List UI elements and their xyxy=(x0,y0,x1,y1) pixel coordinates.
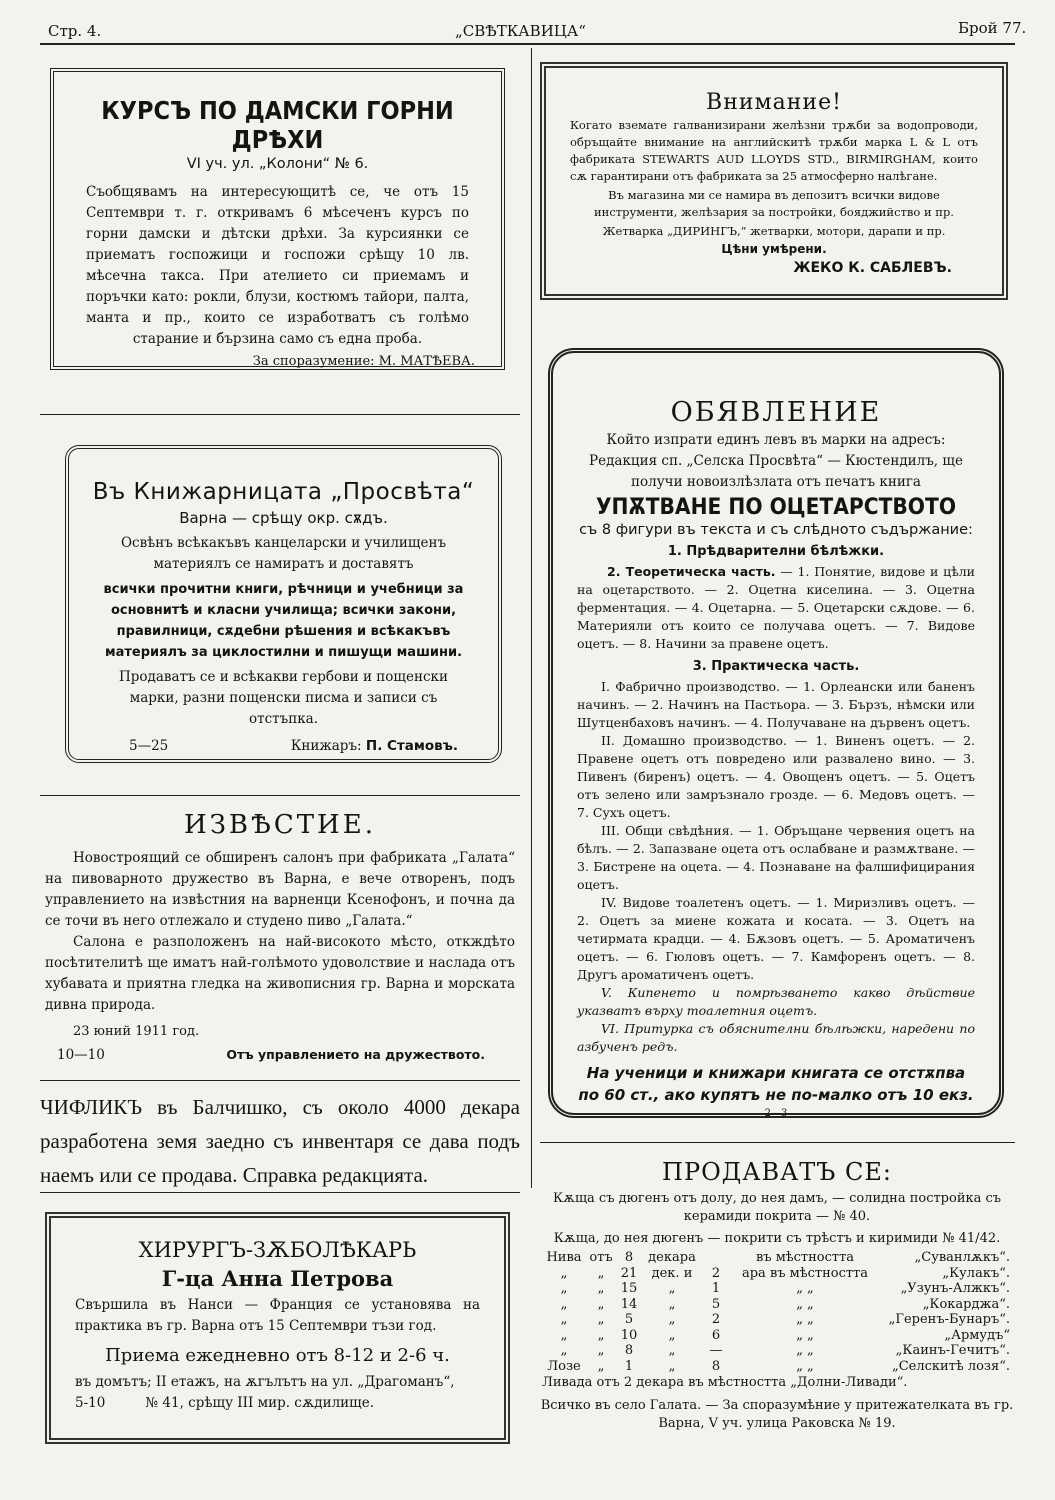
ad-course-body: Съобщявамъ на интересующитѣ се, че отъ 15 Септември т. г. откривамъ 6 мѣсеченъ курсъ по горни дамски и дѣтски дрѣхи. За курсиянки се приематъ госпожици и госпожи срѣщу 10 лв. мѣсечна такса. При ателието си приемамъ и поръчки като: рокли, блузи, костюмъ тайори, палта, манта и пр., които се изработватъ съ голѣмо старание и бързина само съ една проба. xyxy=(86,184,469,347)
attention-p1: Когато вземате галванизирани желѣзни трѫби за водопроводи, обръщайте внимание на английскитѣ трѫби марка L & L отъ фабриката STEWARTS AUD LLOYDS STD., BIRMIRGHAM, които сѫ гарантирани отъ фабриката за 25 атмосферно налѣгане. xyxy=(570,118,978,183)
table-cell-n2: 6 xyxy=(711,1327,721,1343)
table-cell-n1: 21 xyxy=(620,1265,638,1281)
table-cell-n2: 2 xyxy=(711,1265,721,1281)
table-cell-v: „ „ xyxy=(796,1327,814,1343)
for-sale-l3: Ливада отъ 2 декара въ мѣстността „Долни-Ливади“. xyxy=(542,1375,908,1390)
table-cell-n1: 8 xyxy=(624,1343,634,1358)
announcement-ref: 2—3 xyxy=(764,1108,788,1119)
table-cell-n2: 1 xyxy=(711,1281,721,1296)
dentist-p1: Свършила въ Нанси — Франция се установява на практика въ гр. Варна отъ 15 Септември тъзи год. xyxy=(75,1297,480,1334)
issue-number: Брой 77. xyxy=(958,19,1027,37)
announcement-s3a: I. Фабрично производство. — 1. Орлеански или баненъ начинъ. — 2. Начинъ на Пастьора. — 3. Бързъ, нѣмски или Шутценбаховъ начинъ. — 4. Получаване на дървенъ оцетъ. xyxy=(577,679,975,730)
attention-title: Внимание! xyxy=(706,90,842,115)
table-row xyxy=(538,1312,1016,1328)
notice xyxy=(45,810,515,1063)
table-cell-u: декара xyxy=(648,1250,696,1265)
announcement-offer: На ученици и книжари книгата се отстѫпва по 60 ст., ако купятъ не по-малко отъ 10 екз. xyxy=(578,1064,974,1104)
for-sale-l4: Всичко въ село Галата. — За споразумѣние у притежателката въ гр. Варна, V уч. улица Раковска № 19. xyxy=(540,1398,1014,1431)
separator-5 xyxy=(540,1142,1015,1143)
table-cell-u: „ xyxy=(668,1312,676,1327)
announcement-s2: — 1. Понятие, видове и цѣли на оцетарството. — 2. Оцетна киселина. — 3. Оцетна ферментация. — 4. Оцетарна. — 5. Оцетарски сѫдове. — 6. Материяли отъ които се получава оцетъ. — 7. Видове оцетъ. — 8. Начини за правене оцетъ. xyxy=(577,564,975,651)
notice-date: 23 юний 1911 год. xyxy=(73,1024,200,1039)
table-cell-a: „ xyxy=(560,1296,568,1312)
announcement-s2-heading: 2. Теоретическа часть. xyxy=(607,564,776,579)
for-sale-title: ПРОДАВАТЪ СЕ: xyxy=(662,1158,892,1186)
table-cell-n1: 5 xyxy=(624,1312,634,1327)
table-row xyxy=(538,1281,1016,1297)
table-cell-n1: 14 xyxy=(620,1296,638,1312)
table-cell-b: „ xyxy=(597,1312,605,1327)
announcement-book: УПѪТВАНЕ ПО ОЦЕТАРСТВОТО xyxy=(595,495,957,520)
announcement-title: ОБЯВЛЕНИЕ xyxy=(670,397,882,428)
dentist-hours: Приема ежедневно отъ 8-12 и 2-6 ч. xyxy=(105,1345,450,1366)
notice-signature: Отъ управлението на дружеството. xyxy=(226,1047,485,1062)
ad-course-contact-label: За споразумение: xyxy=(252,354,375,369)
attention-p3: Жетварка „ДИРИНГЪ,“ жетварки, мотори, дарапи и пр. xyxy=(602,224,946,238)
attention-signature: ЖЕКО К. САБЛЕВЪ. xyxy=(793,260,952,276)
ad-bookshop-address: Варна — срѣщу окр. сѫдъ. xyxy=(179,509,388,527)
table-cell-place: „Геренъ-Бунаръ“. xyxy=(888,1312,1010,1327)
table-cell-v: „ „ xyxy=(796,1312,814,1327)
table-cell-u: „ xyxy=(668,1327,676,1343)
attention-p2: Въ магазина ми се намира въ депозитъ всички видове инструменти, желѣзария за постройки, бояджийство и пр. xyxy=(594,188,954,219)
table-cell-n2: — xyxy=(709,1343,723,1358)
table-row xyxy=(538,1250,1016,1266)
dentist-ref: 5-10 xyxy=(75,1395,106,1411)
table-cell-v: въ мѣстността xyxy=(755,1250,855,1265)
for-sale xyxy=(538,1158,1016,1433)
table-row xyxy=(538,1328,1016,1344)
table-cell-b: „ xyxy=(597,1265,605,1281)
table-cell-b: „ xyxy=(597,1296,605,1312)
header-rule xyxy=(40,43,1015,45)
table-cell-a: „ xyxy=(560,1327,568,1343)
announcement-s3d: IV. Видове тоалетенъ оцетъ. — 1. Миризливъ оцетъ. — 2. Оцетъ за миене кожата и косата. — 3. Оцетъ на четирмата крадци. — 4. Бѫзовъ оцетъ. — 5. Ароматиченъ оцетъ. — 6. Гюловъ оцетъ. — 7. Камфоренъ оцетъ. — 8. Другъ ароматиченъ оцетъ. xyxy=(577,895,975,982)
table-cell-place: „Селскитѣ лозя“. xyxy=(891,1358,1010,1374)
table-row xyxy=(538,1359,1016,1375)
attention-prices: Цѣни умѣрени. xyxy=(721,242,827,256)
dentist-title: ХИРУРГЪ-ЗѪБОЛѢКАРЬ xyxy=(138,1238,417,1262)
ad-course-contact-name: М. МАТѢЕВА. xyxy=(378,354,475,369)
announcement-s3c: III. Общи свѣдѣния. — 1. Обръщане червения оцетъ на бѣлъ. — 2. Запазване оцета отъ ослабване и размѫтване. — 3. Бистрене на оцета. — 4. Познаване на фалшифицирания оцетъ. xyxy=(577,823,975,892)
announcement-s3e: V. Кипенето и помрѣзването какво дѣйствие указватъ върху тоалетния оцетъ. xyxy=(577,985,975,1018)
newspaper-title: „СВѢТКАВИЦА“ xyxy=(455,22,586,40)
notice-ref: 10—10 xyxy=(57,1047,105,1063)
table-cell-a: „ xyxy=(560,1343,568,1358)
dentist-address: въ домътъ; II етажъ, на ѫгълътъ на ул. „Драгоманъ“, xyxy=(75,1374,455,1390)
ad-bookshop-seller-label: Книжаръ: xyxy=(290,738,362,754)
table-cell-v: „ „ xyxy=(796,1343,814,1358)
separator-2 xyxy=(40,795,520,796)
separator-3 xyxy=(40,1080,520,1081)
table-cell-b: „ xyxy=(597,1327,605,1343)
ad-bookshop-list: всички прочитни книги, рѣчници и учебници за основнитѣ и класни училища; всички закони, правилници, сѫдебни рѣшения и всѣкакъвъ материялъ за циклостилни и пишущи машини. xyxy=(103,582,464,660)
ad-bookshop-intro: Освѣнъ всѣкакъвъ канцеларски и училищенъ материялъ се намиратъ и доставятъ xyxy=(120,535,447,572)
table-cell-b: „ xyxy=(597,1281,605,1296)
table-cell-place: „Кокарджа“. xyxy=(922,1296,1010,1312)
table-row xyxy=(538,1343,1016,1359)
for-sale-l1: Кѫща съ дюгенъ отъ долу, до нея дамъ, — солидна постройка съ керамиди покрита — № 40. xyxy=(552,1191,1002,1224)
notice-p1: Новостроящий се обширенъ салонъ при фабриката „Галата“ на пивоварното дружество въ Варна, е вече отворенъ, подъ управлението на извѣстния на варненци Ксенофонъ, и почна да се точи въ него отлежало и студено пиво „Галата.“ xyxy=(45,850,515,929)
announcement-s3f: VI. Притурка съ обяснителни бѣлѣжки, наредени по азбученъ редъ. xyxy=(577,1021,975,1054)
separator-1 xyxy=(40,414,520,415)
table-cell-b: „ xyxy=(597,1343,605,1358)
for-sale-table xyxy=(538,1250,1016,1374)
table-cell-a: „ xyxy=(560,1281,568,1296)
table-cell-b: отъ xyxy=(589,1250,613,1265)
table-cell-v: „ „ xyxy=(796,1296,814,1312)
ad-bookshop-outro: Продаватъ се и всѣкакви гербови и пощенски марки, разни пощенски писма и записи съ отстъпка. xyxy=(119,669,448,727)
column-divider xyxy=(531,48,532,1188)
ad-bookshop xyxy=(65,445,502,763)
ad-bookshop-seller: П. Стамовъ. xyxy=(365,738,458,754)
ad-bookshop-ref: 5—25 xyxy=(129,738,169,754)
table-cell-place: „Армудъ“ xyxy=(944,1327,1010,1343)
table-cell-v: „ „ xyxy=(796,1358,814,1374)
farm-ad: ЧИФЛИКЪ въ Балчишко, съ около 4000 декара разработена земя заедно съ инвентаря се дава подъ наемъ или се продава. Справка редакцията. xyxy=(40,1095,520,1187)
page-number: Стр. 4. xyxy=(48,22,102,40)
ad-course-address: VI уч. ул. „Колони“ № 6. xyxy=(186,156,369,172)
table-cell-n2: 8 xyxy=(711,1358,721,1374)
notice-p2: Салона е разположенъ на най-високото мѣсто, откждѣто посѣтителитѣ ще иматъ най-голѣмото удоволствие и наслада отъ хубавата и приятна гледка на живописния гр. Варна и морската дивна природа. xyxy=(45,934,515,1013)
table-cell-n2: 5 xyxy=(711,1296,721,1312)
table-cell-a: „ xyxy=(560,1265,568,1281)
announcement-s3-heading: 3. Практическа часть. xyxy=(692,659,860,674)
dentist-address2: № 41, срѣщу III мир. сѫдилище. xyxy=(145,1395,375,1411)
table-cell-v: ара въ мѣстността xyxy=(741,1265,868,1281)
ad-course-title: КУРСЪ ПО ДАМСКИ ГОРНИ ДРѢХИ xyxy=(101,96,454,154)
table-cell-place: „Суванлѫкъ“. xyxy=(914,1250,1010,1265)
table-cell-n1: 15 xyxy=(620,1281,638,1296)
table-row xyxy=(538,1297,1016,1313)
ad-course xyxy=(50,68,505,370)
ad-announcement xyxy=(548,348,1004,1118)
ad-bookshop-title: Въ Книжарницата „Просвѣта“ xyxy=(92,479,475,505)
table-cell-n1: 10 xyxy=(620,1327,638,1343)
table-cell-u: „ xyxy=(668,1281,676,1296)
table-cell-b: „ xyxy=(597,1358,605,1374)
table-cell-a: Лозе xyxy=(547,1358,581,1374)
table-cell-place: „Каинъ-Гечитъ“. xyxy=(895,1343,1010,1358)
announcement-sub: съ 8 фигури въ текста и съ слѣдното съдържание: xyxy=(579,522,973,538)
table-cell-u: „ xyxy=(668,1358,676,1374)
table-cell-a: Нива xyxy=(546,1250,582,1265)
announcement-s3b: II. Домашно производство. — 1. Виненъ оцетъ. — 2. Правене оцетъ отъ повредено или развалено вино. — 3. Пивенъ (биренъ) оцетъ. — 4. Овощенъ оцетъ. — 5. Оцетъ отъ зелено или замръзнало грозде. — 6. Медовъ оцетъ. — 7. Сухъ оцетъ. xyxy=(577,733,975,820)
dentist-name: Г-ца Анна Петрова xyxy=(161,1266,394,1291)
table-cell-n2: 2 xyxy=(711,1312,721,1327)
table-cell-u: „ xyxy=(668,1343,676,1358)
table-cell-n2 xyxy=(702,1250,730,1266)
announcement-intro: Който изпрати единъ левъ въ марки на адресъ: Редакция сп. „Селска Просвѣта“ — Кюстендилъ, ще получи новоизлѣзлата отъ печатъ книга xyxy=(589,432,963,490)
ad-attention xyxy=(540,62,1008,300)
table-cell-u: „ xyxy=(668,1296,676,1312)
notice-title: ИЗВѢСТИЕ. xyxy=(184,810,376,840)
table-cell-a: „ xyxy=(560,1312,568,1327)
table-cell-n1: 1 xyxy=(624,1358,634,1374)
separator-4 xyxy=(40,1192,520,1193)
table-cell-u: дек. и xyxy=(651,1265,693,1281)
table-cell-place: „Кулакъ“. xyxy=(942,1265,1010,1281)
table-cell-place: „Узунъ-Алжкъ“. xyxy=(900,1281,1010,1296)
for-sale-l2: Кѫща, до нея дюгенъ — покрити съ трѣстъ и киримиди № 41/42. xyxy=(553,1231,1001,1246)
table-cell-v: „ „ xyxy=(796,1281,814,1296)
table-cell-n1: 8 xyxy=(624,1250,634,1265)
announcement-s1: 1. Прѣдварителни бѣлѣжки. xyxy=(667,544,885,559)
ad-dentist xyxy=(45,1212,510,1444)
table-row xyxy=(538,1266,1016,1282)
